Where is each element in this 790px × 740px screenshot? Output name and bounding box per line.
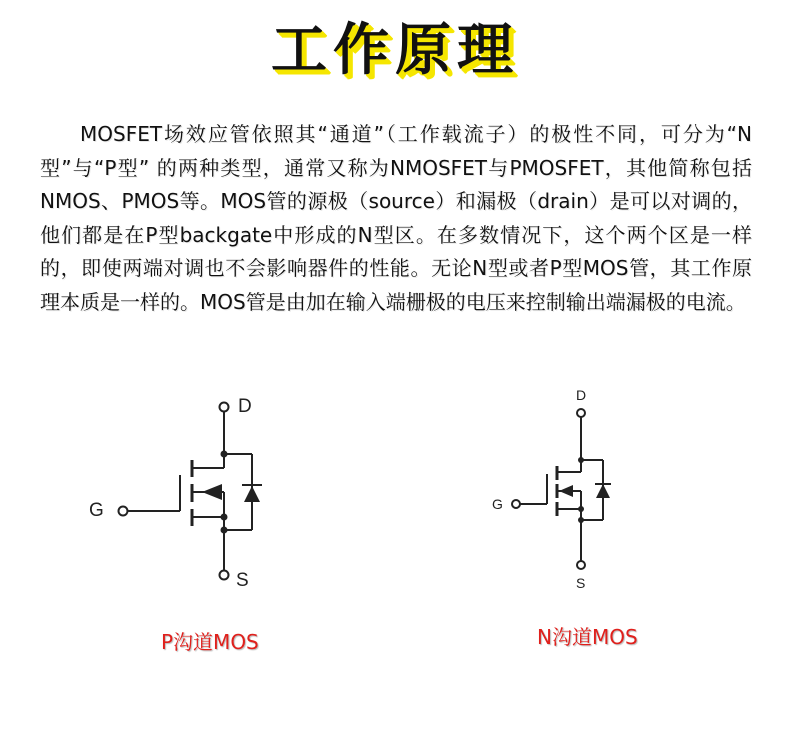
pmos-symbol bbox=[0, 380, 395, 610]
nmos-drain-terminal bbox=[577, 409, 585, 417]
pmos-pin-g-label: G bbox=[89, 500, 104, 521]
pmos-source-terminal bbox=[220, 571, 229, 580]
nmos-pin-d-label: D bbox=[576, 387, 587, 403]
nmos-source-terminal bbox=[577, 561, 585, 569]
nmos-gate-terminal bbox=[512, 500, 520, 508]
page-title: 工作原理 bbox=[271, 18, 519, 83]
nmos-pin-s-label: S bbox=[576, 575, 586, 591]
pmos-pin-d-label: D bbox=[238, 396, 252, 417]
pmos-drain-terminal bbox=[220, 403, 229, 412]
nmos-caption: N沟道MOS bbox=[537, 625, 638, 649]
nmos-pin-g-label: G bbox=[492, 496, 503, 512]
pmos-caption: P沟道MOS bbox=[161, 630, 259, 654]
pmos-pin-s-label: S bbox=[236, 570, 249, 591]
pmos-gate-terminal bbox=[119, 507, 128, 516]
body-paragraph: MOSFET场效应管依照其“通道”（工作载流子）的极性不同，可分为“N型”与“P型” 的两种类型，通常又称为NMOSFET与PMOSFET，其他简称包括NMOS、PMOS等。MOS管的源极（source）和漏极（drain）是可以对调的，他们都是在P型backgate中形成的N型区。在多数情况下，这个两个区是一样的，即使两端对调也不会影响器件的性能。无论N型或者P型MOS管，其工作原理本质是一样的。MOS管是由加在输入端栅极的电压来控制输出端漏极的电流。 bbox=[40, 122, 752, 314]
nmos-symbol bbox=[395, 380, 790, 610]
